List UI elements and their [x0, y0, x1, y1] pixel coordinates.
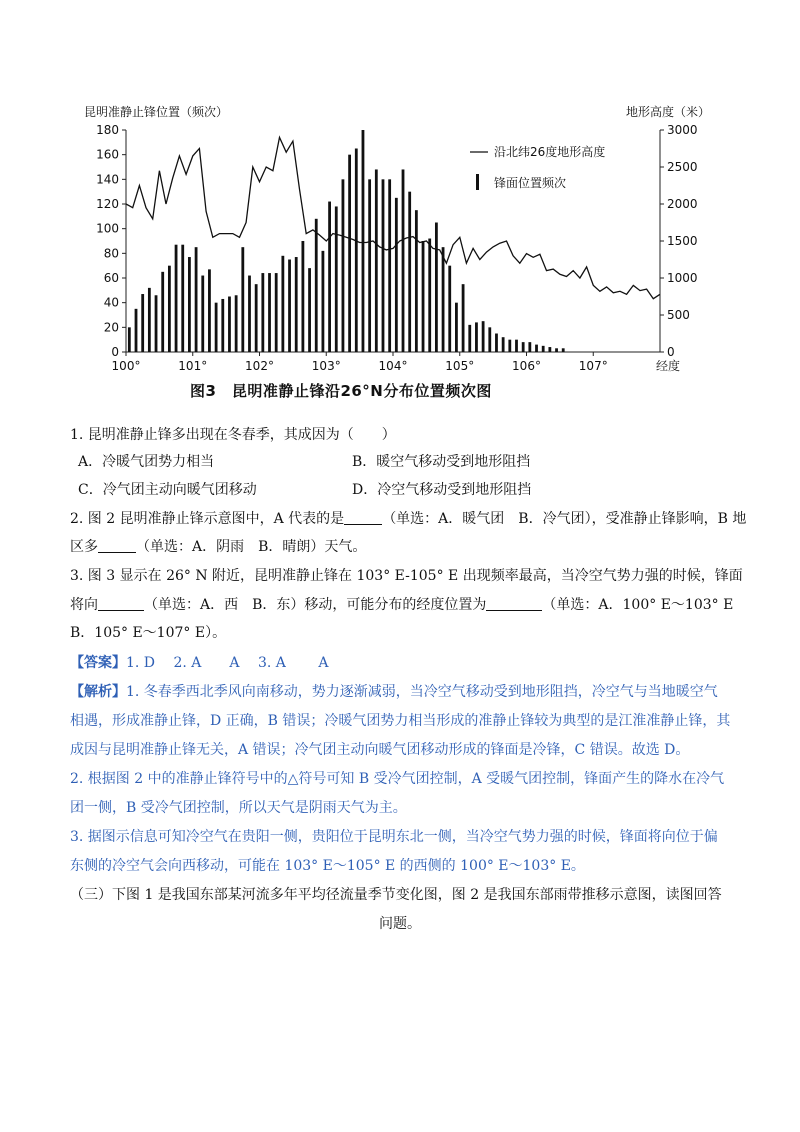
q2-text-4: （单选：A．阴雨 B．晴朗）天气。 — [136, 539, 367, 555]
frequency-bar — [228, 297, 231, 353]
frequency-bar — [528, 342, 531, 352]
answer-line — [70, 652, 328, 672]
q3-line-3: B．105° E～107° E）。 — [70, 625, 227, 641]
legend-bar-label: 锋面位置频次 — [494, 176, 567, 190]
y-left-axis-title: 昆明准静止锋位置（频次） — [84, 105, 229, 119]
frequency-bar — [175, 245, 178, 352]
analysis-line-6: 3. 据图示信息可知冷空气在贵阳一侧，贵阳位于昆明东北一侧，当冷空气势力强的时候，锋面将向位于偏 — [70, 829, 718, 845]
x-tick-label: 100° — [111, 359, 141, 373]
analysis-text-1: 1. 冬春季西北季风向南移动，势力逐渐减弱，当冷空气移动受到地形阻挡，冷空气与当地暖空气 — [126, 684, 718, 700]
y-right-tick-label: 1500 — [667, 234, 698, 248]
frequency-bar — [215, 303, 218, 352]
q3-blank-1[interactable] — [98, 596, 144, 611]
frequency-bar — [281, 256, 284, 352]
frequency-bar — [328, 202, 331, 352]
frequency-bar — [335, 206, 338, 352]
frequency-bar — [195, 247, 198, 352]
section3-intro-end: 问题。 — [379, 916, 421, 932]
y-left-tick-label: 160 — [96, 147, 119, 162]
frequency-bar — [315, 219, 318, 352]
frequency-bar — [455, 303, 458, 352]
y-left-tick-label: 120 — [96, 197, 119, 211]
frequency-bar — [261, 273, 264, 352]
frequency-bar — [415, 210, 418, 352]
frequency-bar — [275, 273, 278, 352]
frequency-bar — [141, 294, 144, 352]
answer-label: 【答案】 — [70, 655, 126, 671]
frequency-bar — [288, 260, 291, 353]
frequency-bar — [435, 223, 438, 353]
q1-stem: 1. 昆明准静止锋多出现在冬春季，其成因为（ ） — [70, 427, 396, 443]
frequency-bar — [295, 257, 298, 352]
legend-bar-swatch — [476, 174, 479, 190]
frequency-bar — [442, 247, 445, 352]
frequency-bar — [208, 269, 211, 352]
y-right-tick-label: 3000 — [667, 123, 698, 137]
frequency-bar — [188, 257, 191, 352]
q2-text-3: 区多 — [70, 539, 98, 555]
frequency-bar — [422, 241, 425, 352]
y-right-tick-label: 500 — [667, 308, 690, 322]
frequency-bar — [535, 345, 538, 352]
frequency-bar — [248, 276, 251, 352]
frequency-bar — [322, 251, 325, 352]
frequency-bar — [548, 347, 551, 352]
q3-line-1: 3. 图 3 显示在 26° N 附近，昆明准静止锋在 103° E-105° E 出现频率最高，当冷空气势力强的时候，锋面 — [70, 568, 743, 584]
frequency-bar — [522, 342, 525, 352]
frequency-bar — [268, 273, 271, 352]
q3-text-3: （单选：A．西 B．东）移动，可能分布的经度位置为 — [144, 597, 487, 613]
frequency-bar — [515, 340, 518, 352]
frequency-bar — [368, 179, 371, 352]
frequency-bar — [155, 295, 158, 352]
frequency-bar — [408, 192, 411, 352]
analysis-line-4: 2. 根据图 2 中的准静止锋符号中的△符号可知 B 受冷气团控制，A 受暖气团控制，锋面产生的降水在冷气 — [70, 771, 725, 787]
figure-3 — [70, 96, 710, 406]
frequency-bar — [428, 239, 431, 352]
q2-line-1 — [70, 508, 746, 528]
frequency-bar — [402, 169, 405, 352]
section3-intro: （三）下图 1 是我国东部某河流多年平均径流量季节变化图，图 2 是我国东部雨带推移示意图，读图回答 — [70, 887, 722, 903]
frequency-bar — [128, 327, 131, 352]
frequency-bar — [462, 284, 465, 352]
y-left-tick-label: 0 — [111, 345, 119, 359]
analysis-line-5: 团一侧，B 受冷气团控制，所以天气是阴雨天气为主。 — [70, 800, 407, 816]
frequency-bar — [488, 327, 491, 352]
frequency-bar — [342, 179, 345, 352]
y-right-tick-label: 2000 — [667, 197, 698, 211]
analysis-label: 【解析】 — [70, 684, 126, 700]
q1-option-a: A．冷暖气团势力相当 — [78, 454, 215, 470]
x-axis-title: 经度 — [656, 359, 681, 373]
q2-line-2 — [70, 536, 366, 556]
frequency-bar — [475, 322, 478, 352]
y-left-tick-label: 20 — [103, 320, 119, 335]
frequency-bar — [348, 155, 351, 352]
y-right-tick-label: 2500 — [667, 160, 698, 174]
x-tick-label: 103° — [311, 359, 341, 373]
frequency-bar — [388, 179, 391, 352]
frequency-bar — [555, 348, 558, 352]
frequency-bar — [201, 276, 204, 352]
frequency-bar — [482, 321, 485, 352]
analysis-line-2: 相遇，形成准静止锋，D 正确，B 错误；冷暖气团势力相当形成的准静止锋较为典型的是江淮准静止锋，其 — [70, 713, 731, 729]
frequency-bar — [181, 245, 184, 352]
analysis-line-7: 东侧的冷空气会向西移动，可能在 103° E～105° E 的西侧的 100° E～103° E。 — [70, 858, 585, 874]
q2-blank-1[interactable] — [344, 510, 382, 525]
terrain-height-line — [126, 137, 660, 298]
frequency-bar — [235, 295, 238, 352]
analysis-line-1 — [70, 681, 718, 701]
frequency-bar — [168, 266, 171, 352]
x-tick-label: 106° — [512, 359, 541, 373]
front-frequency-chart — [70, 96, 710, 396]
frequency-bar — [355, 149, 358, 353]
q1-option-c: C．冷气团主动向暖气团移动 — [78, 482, 257, 498]
q3-blank-2[interactable] — [486, 596, 542, 611]
q2-text-1: 2. 图 2 昆明准静止锋示意图中，A 代表的是 — [70, 511, 345, 527]
figure-caption: 图3 昆明准静止锋沿26°N分布位置频次图 — [190, 382, 492, 400]
frequency-bar — [148, 288, 151, 352]
y-left-tick-label: 40 — [103, 295, 119, 310]
y-left-tick-label: 140 — [96, 172, 119, 187]
frequency-bar — [241, 247, 244, 352]
frequency-bar — [395, 198, 398, 352]
analysis-line-3: 成因与昆明准静止锋无关，A 错误；冷气团主动向暖气团移动形成的锋面是冷锋，C 错误。故选 D。 — [70, 742, 690, 758]
frequency-bar — [562, 348, 565, 352]
frequency-bar — [468, 325, 471, 352]
frequency-bar — [502, 337, 505, 352]
y-right-tick-label: 0 — [667, 345, 675, 359]
q2-blank-2[interactable] — [98, 538, 136, 553]
x-tick-label: 105° — [445, 359, 475, 373]
y-left-tick-label: 80 — [103, 246, 119, 261]
frequency-bar — [255, 284, 258, 352]
y-right-axis-title: 地形高度（米） — [625, 105, 710, 119]
q2-text-2: （单选：A．暖气团 B．冷气团），受准静止锋影响，B 地 — [382, 511, 747, 527]
frequency-bar — [448, 266, 451, 352]
x-tick-label: 107° — [578, 359, 608, 373]
frequency-bar — [508, 340, 511, 352]
frequency-bar — [161, 272, 164, 352]
q3-text-2: 将向 — [70, 597, 98, 613]
x-tick-label: 102° — [245, 359, 274, 373]
y-left-tick-label: 100 — [96, 221, 119, 236]
frequency-bar — [362, 130, 365, 352]
frequency-bar — [382, 179, 385, 352]
y-right-tick-label: 1000 — [667, 271, 698, 285]
q3-text-4: （单选：A．100° E～103° E — [542, 597, 734, 613]
frequency-bar — [542, 346, 545, 352]
legend-line-label: 沿北纬26度地形高度 — [494, 145, 606, 159]
frequency-bar — [495, 334, 498, 353]
x-tick-label: 101° — [178, 359, 208, 373]
answer-text: 1. D 2. A A 3. A A — [126, 655, 329, 671]
y-left-tick-label: 60 — [103, 271, 119, 285]
frequency-bar — [375, 169, 378, 352]
frequency-bar — [135, 309, 138, 352]
frequency-bar — [308, 268, 311, 352]
q1-option-d: D．冷空气移动受到地形阻挡 — [352, 482, 532, 498]
frequency-bar — [301, 241, 304, 352]
x-tick-label: 104° — [378, 359, 408, 373]
y-left-tick-label: 180 — [96, 123, 119, 137]
q3-line-2 — [70, 594, 733, 614]
frequency-bar — [221, 299, 224, 352]
q1-option-b: B．暖空气移动受到地形阻挡 — [352, 454, 531, 470]
